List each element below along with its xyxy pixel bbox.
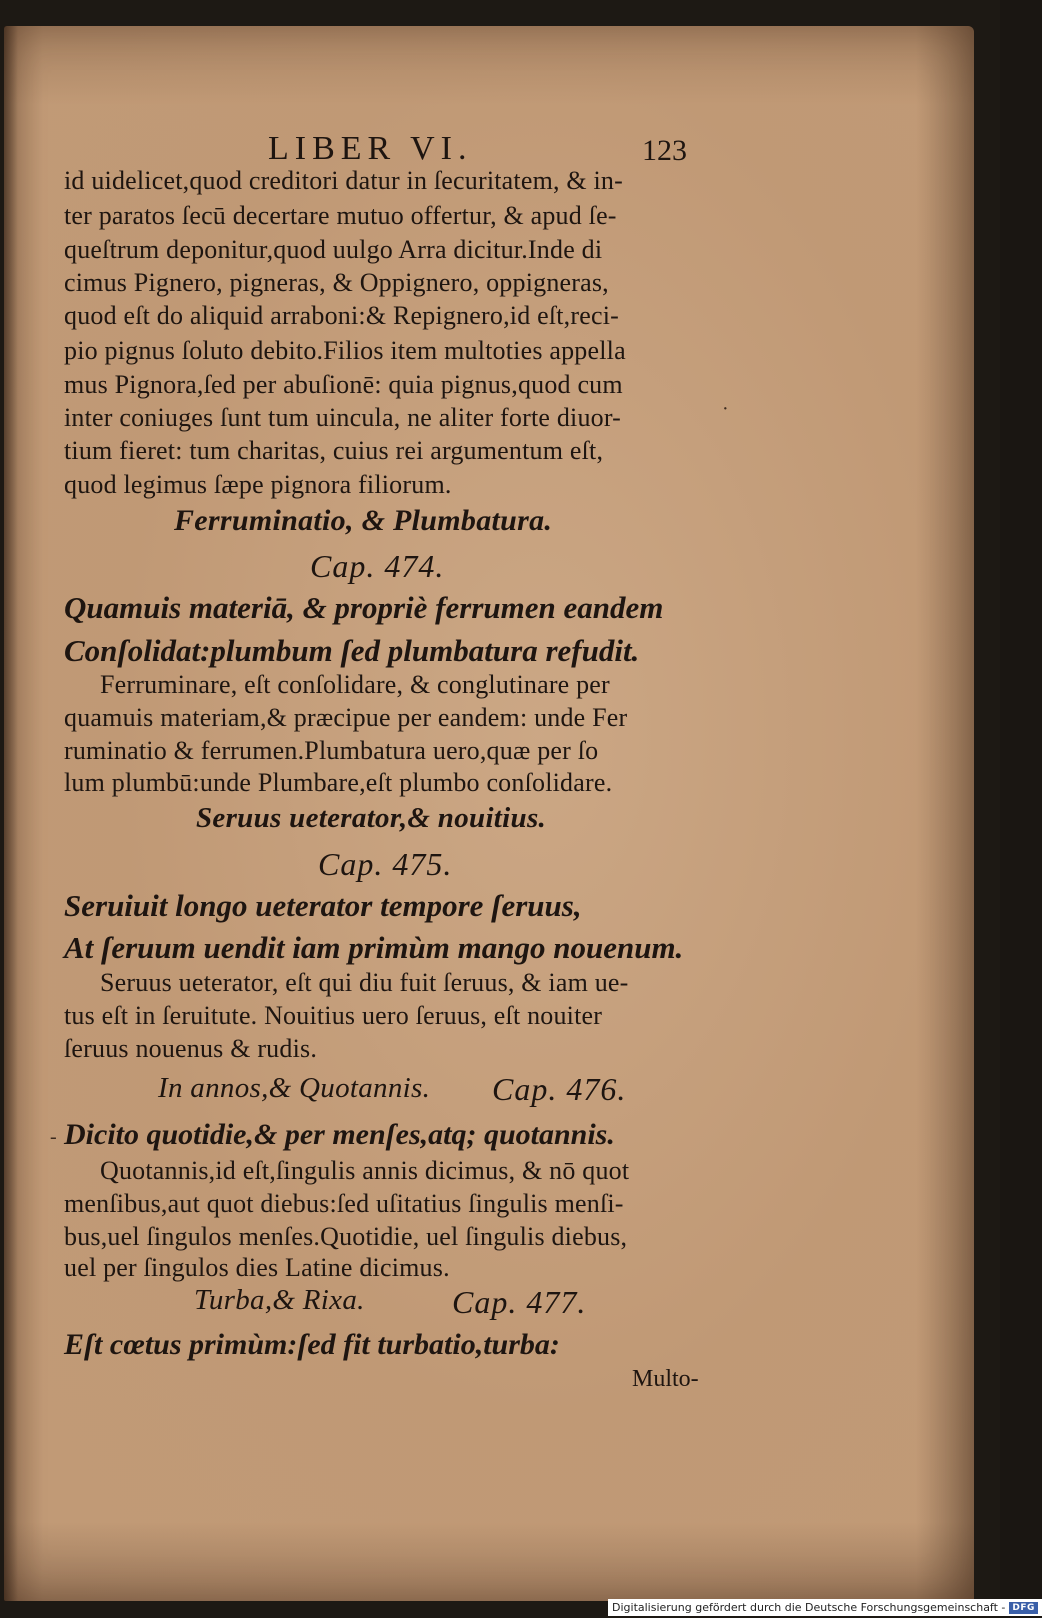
text-line: pio pignus ſoluto debito.Filios item multoties appella [64, 336, 626, 365]
chapter-number-477: Cap. 477. [452, 1284, 587, 1320]
margin-mark: · [722, 398, 729, 420]
text-line: quod legimus ſæpe pignora filiorum. [64, 470, 452, 499]
text-line: Ferruminare, eſt conſolidare, & conglutinare per [100, 670, 610, 699]
text-line: ſeruus nouenus & rudis. [64, 1034, 318, 1063]
text-line: uel per ſingulos dies Latine dicimus. [64, 1253, 450, 1282]
text-line: cimus Pignero, pigneras, & Oppignero, oppigneras, [64, 268, 609, 297]
text-line: quamuis materiam,& præcipue per eandem: unde Fer [64, 703, 628, 732]
page-number: 123 [642, 134, 687, 167]
text-line: tus eſt in ſeruitute. Nouitius uero ſeruus, eſt nouiter [64, 1001, 603, 1030]
text-line: Seruus ueterator, eſt qui diu fuit ſeruus, & iam ue- [100, 968, 629, 997]
text-line: id uidelicet,quod creditori datur in ſecuritatem, & in- [64, 166, 623, 195]
margin-mark: - [50, 1126, 57, 1148]
text-line: tium fieret: tum charitas, cuius rei argumentum eſt, [64, 436, 604, 465]
text-line: queſtrum deponitur,quod uulgo Arra dicitur.Inde di [64, 235, 603, 264]
chapter-number-476: Cap. 476. [492, 1071, 627, 1107]
dfg-logo: DFG [1009, 1602, 1038, 1614]
verse-line: At ſeruum uendit iam primùm mango nouenum. [64, 930, 684, 965]
verse-line: Conſolidat:plumbum ſed plumbatura refudit. [64, 633, 640, 668]
text-line: mus Pignora,ſed per abuſionē: quia pignus,quod cum [64, 370, 623, 399]
verse-line: Quamuis materiā, & propriè ferrumen eandem [64, 590, 664, 625]
chapter-number-474: Cap. 474. [310, 548, 445, 584]
text-line: Quotannis,id eſt,ſingulis annis dicimus, & nō quot [100, 1156, 630, 1185]
text-line: bus,uel ſingulos menſes.Quotidie, uel ſingulis diebus, [64, 1222, 628, 1251]
text-line: inter coniuges ſunt tum uincula, ne aliter forte diuor- [64, 403, 622, 432]
text-line: quod eſt do aliquid arraboni:& Repignero,id eſt,reci- [64, 301, 620, 330]
section-title-477: Turba,& Rixa. [194, 1284, 365, 1316]
text-line: ruminatio & ferrumen.Plumbatura uero,quæ per ſo [64, 736, 599, 765]
verse-line: Eſt cœtus primùm:ſed fit turbatio,turba: [64, 1328, 560, 1361]
text-line: ter paratos ſecū decertare mutuo offertur, & apud ſe- [64, 201, 617, 230]
text-line: lum plumbū:unde Plumbare,eſt plumbo conſolidare. [64, 768, 613, 797]
text-line: menſibus,aut quot diebus:ſed uſitatius ſingulis menſi- [64, 1189, 624, 1218]
credit-text: Digitalisierung gefördert durch die Deutsche Forschungsgemeinschaft - [612, 1601, 1006, 1614]
chapter-number-475: Cap. 475. [318, 846, 453, 882]
section-title-474: Ferruminatio, & Plumbatura. [174, 504, 553, 537]
section-title-475: Seruus ueterator,& nouitius. [196, 802, 547, 834]
catchword: Multo- [632, 1366, 699, 1392]
running-title: LIBER VI. [268, 130, 473, 167]
verse-line: Dicito quotidie,& per menſes,atq; quotannis. [64, 1118, 615, 1151]
digitization-credit [608, 1599, 1042, 1616]
section-title-476: In annos,& Quotannis. [158, 1072, 431, 1104]
verse-line: Seruiuit longo ueterator tempore ſeruus, [64, 888, 582, 923]
